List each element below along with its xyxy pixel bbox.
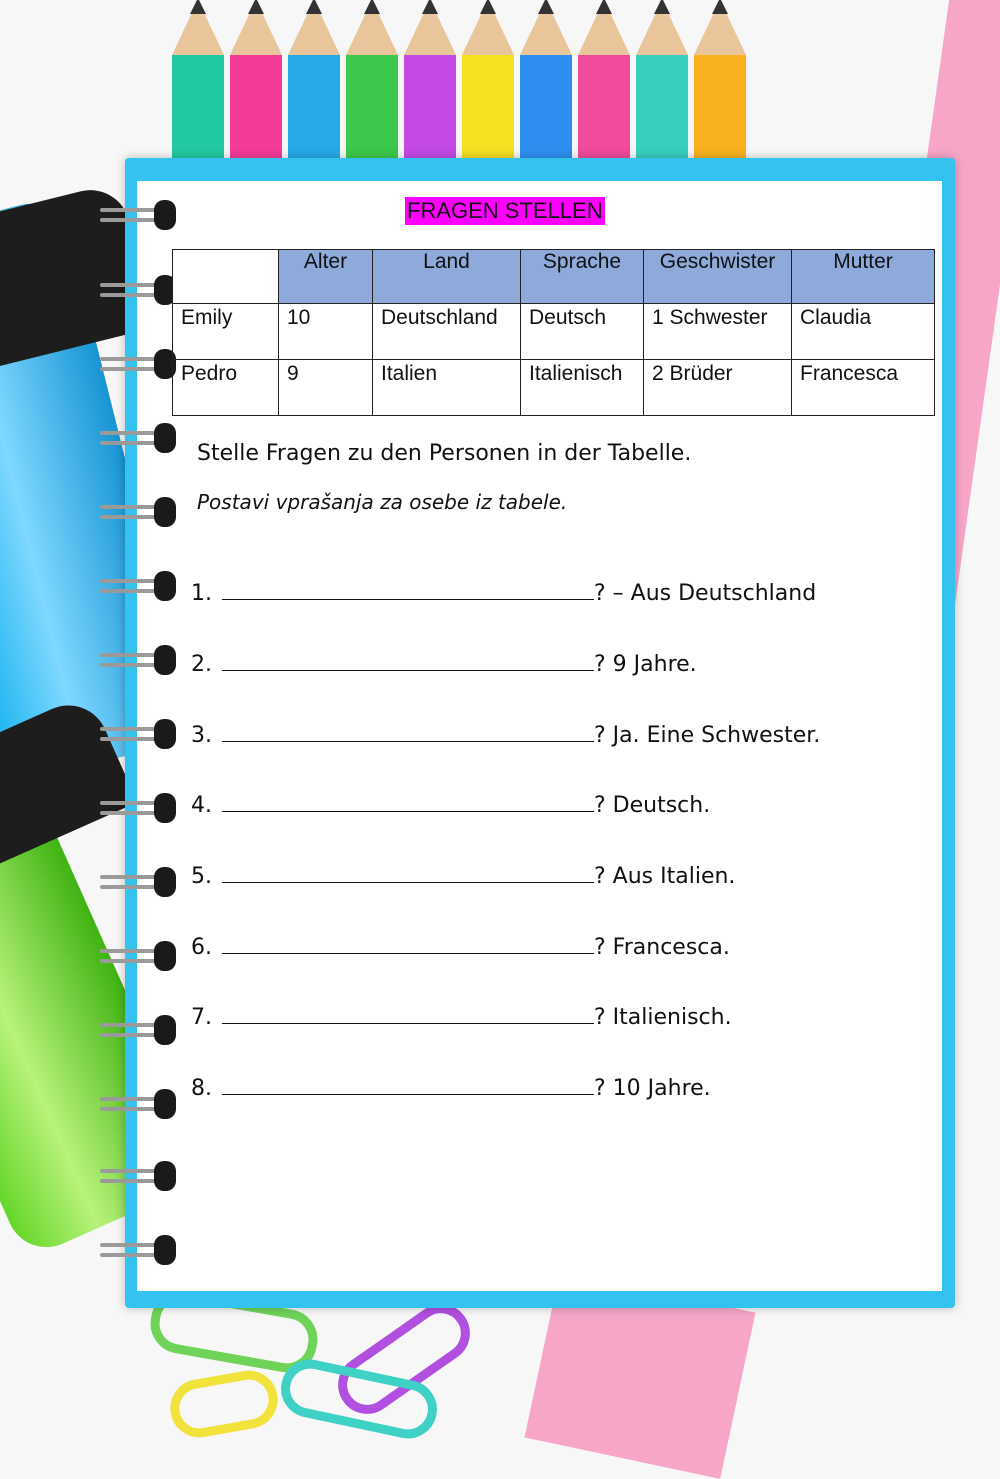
table-header-cell: Land xyxy=(373,250,521,304)
question-number: 5. xyxy=(191,864,212,889)
spiral-ring-icon xyxy=(100,645,180,675)
spiral-ring-icon xyxy=(100,1161,180,1191)
table-cell: 2 Brüder xyxy=(644,360,792,416)
question-item xyxy=(191,933,730,960)
spiral-ring-icon xyxy=(100,867,180,897)
answer-blank[interactable] xyxy=(222,1074,594,1095)
pencil-decoration xyxy=(520,0,572,175)
instruction-slovene: Postavi vprašanja za osebe iz tabele. xyxy=(197,490,568,514)
spiral-ring-icon xyxy=(100,275,180,305)
question-number: 1. xyxy=(191,581,212,606)
instruction-german: Stelle Fragen zu den Personen in der Tabelle. xyxy=(197,441,692,466)
question-number: 3. xyxy=(191,723,212,748)
question-number: 2. xyxy=(191,652,212,677)
question-answer: ? 10 Jahre. xyxy=(594,1076,711,1101)
spiral-ring-icon xyxy=(100,423,180,453)
answer-blank[interactable] xyxy=(222,579,594,600)
question-answer: ? 9 Jahre. xyxy=(594,652,697,677)
paperclip-icon xyxy=(166,1366,282,1442)
table-cell: 1 Schwester xyxy=(644,304,792,360)
table-cell: 9 xyxy=(279,360,373,416)
question-item xyxy=(191,721,820,748)
table-header-cell: Mutter xyxy=(792,250,935,304)
spiral-ring-icon xyxy=(100,1089,180,1119)
question-answer: ? – Aus Deutschland xyxy=(594,581,817,606)
pencil-decoration xyxy=(462,0,514,175)
pencil-decoration xyxy=(346,0,398,175)
question-answer: ? Francesca. xyxy=(594,935,730,960)
table-header-row xyxy=(173,250,935,304)
question-item xyxy=(191,650,697,677)
question-number: 7. xyxy=(191,1005,212,1030)
pencil-decoration xyxy=(578,0,630,175)
spiral-ring-icon xyxy=(100,941,180,971)
answer-blank[interactable] xyxy=(222,933,594,954)
table-cell: Deutsch xyxy=(521,304,644,360)
table-cell: Emily xyxy=(173,304,279,360)
spiral-ring-icon xyxy=(100,200,180,230)
spiral-ring-icon xyxy=(100,571,180,601)
question-item xyxy=(191,1003,732,1030)
answer-blank[interactable] xyxy=(222,1003,594,1024)
answer-blank[interactable] xyxy=(222,650,594,671)
table-header-cell xyxy=(173,250,279,304)
question-item xyxy=(191,579,816,606)
answer-blank[interactable] xyxy=(222,862,594,883)
people-table xyxy=(172,249,935,416)
table-row xyxy=(173,304,935,360)
table-header-cell: Sprache xyxy=(521,250,644,304)
question-number: 8. xyxy=(191,1076,212,1101)
spiral-ring-icon xyxy=(100,1235,180,1265)
question-number: 6. xyxy=(191,935,212,960)
table-row xyxy=(173,360,935,416)
answer-blank[interactable] xyxy=(222,721,594,742)
spiral-ring-icon xyxy=(100,1015,180,1045)
spiral-ring-icon xyxy=(100,497,180,527)
question-answer: ? Ja. Eine Schwester. xyxy=(594,723,821,748)
table-cell: Italien xyxy=(373,360,521,416)
table-cell: Deutschland xyxy=(373,304,521,360)
spiral-ring-icon xyxy=(100,793,180,823)
answer-blank[interactable] xyxy=(222,791,594,812)
table-cell: 10 xyxy=(279,304,373,360)
pencil-decoration xyxy=(230,0,282,175)
question-item xyxy=(191,1074,711,1101)
table-header-cell: Geschwister xyxy=(644,250,792,304)
pencil-decoration xyxy=(404,0,456,175)
question-item xyxy=(191,791,710,818)
table-cell: Claudia xyxy=(792,304,935,360)
table-header-cell: Alter xyxy=(279,250,373,304)
table-cell: Pedro xyxy=(173,360,279,416)
pencil-decoration xyxy=(288,0,340,175)
spiral-ring-icon xyxy=(100,719,180,749)
question-number: 4. xyxy=(191,793,212,818)
question-item xyxy=(191,862,735,889)
pencil-decoration xyxy=(636,0,688,175)
pencil-decoration xyxy=(172,0,224,175)
question-answer: ? Deutsch. xyxy=(594,793,711,818)
pencil-decoration xyxy=(694,0,746,175)
worksheet-title: FRAGEN STELLEN xyxy=(407,198,603,223)
question-answer: ? Aus Italien. xyxy=(594,864,736,889)
question-answer: ? Italienisch. xyxy=(594,1005,732,1030)
table-cell: Francesca xyxy=(792,360,935,416)
table-cell: Italienisch xyxy=(521,360,644,416)
spiral-ring-icon xyxy=(100,349,180,379)
